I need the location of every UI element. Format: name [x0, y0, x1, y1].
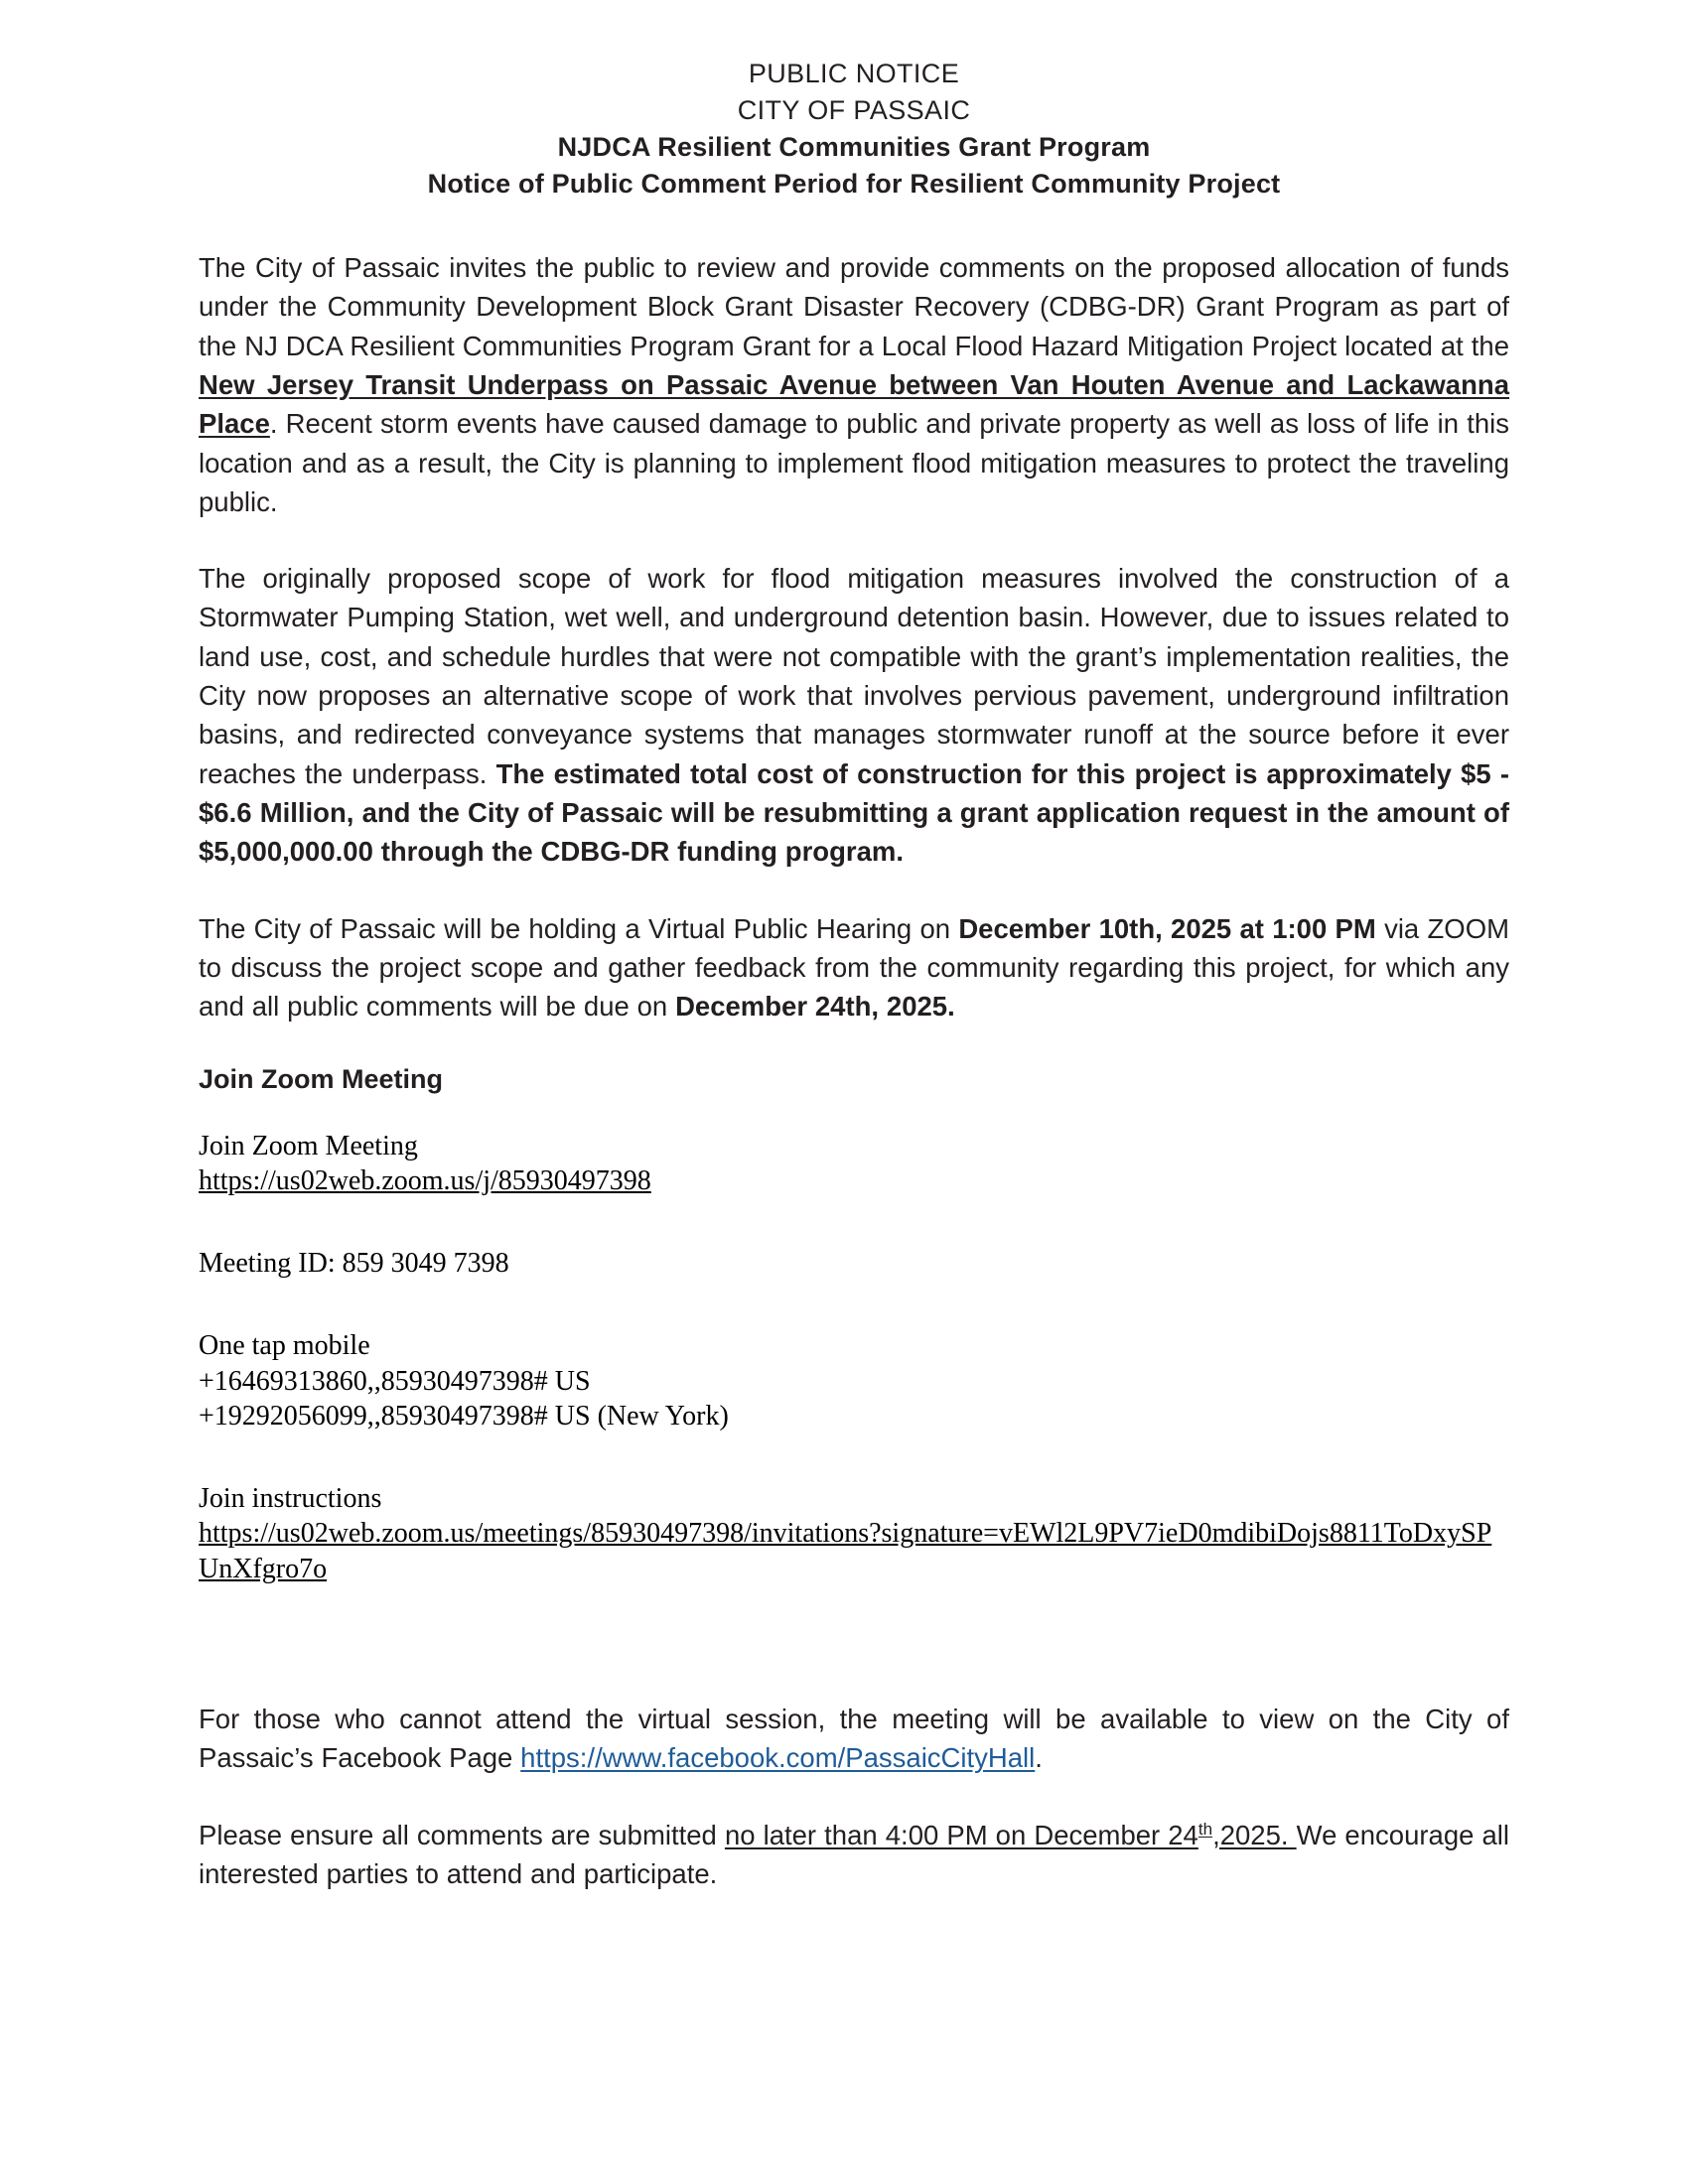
paragraph5-text-tail: We encourage all interested parties to attend and participate. — [199, 1819, 1509, 1889]
final-deadline-underline-b: ,2025. — [1212, 1819, 1297, 1850]
final-deadline-underline-a: no later than 4:00 PM on December 24 — [724, 1819, 1198, 1850]
zoom-join-details — [199, 1129, 1509, 1199]
paragraph-comment-deadline — [199, 1816, 1509, 1894]
header-line-subtitle: Notice of Public Comment Period for Resilient Community Project — [427, 168, 1281, 199]
paragraph-invitation — [199, 248, 1509, 521]
paragraph4-text-tail: . — [1035, 1742, 1043, 1774]
join-zoom-meeting-heading: Join Zoom Meeting — [199, 1063, 443, 1094]
header-line-city: CITY OF PASSAIC — [737, 94, 971, 125]
paragraph3-text-mid: via ZOOM to discuss the project scope and gather feedback from the community regarding this project, for which any and all public comments will be due on — [199, 912, 1509, 1023]
spacer-after-meeting-id — [199, 1302, 1509, 1328]
one-tap-mobile-label: One tap mobile — [199, 1330, 370, 1362]
zoom-join-label: Join Zoom Meeting — [199, 1130, 418, 1161]
spacer-before-facebook-paragraph — [199, 1608, 1509, 1700]
paragraph5-text-lead: Please ensure all comments are submitted — [199, 1819, 725, 1850]
join-instructions-label: Join instructions — [199, 1483, 382, 1515]
zoom-join-instructions — [199, 1481, 1509, 1586]
hearing-date-emphasis: December 10th, 2025 at 1:00 PM — [958, 912, 1376, 944]
paragraph1-text-tail: . Recent storm events have caused damage to public and private property as well as loss of life in this location and as a result, the City is planning to implement flood mitigation measures to protect the traveling public. — [199, 408, 1509, 517]
paragraph2-text-lead: The originally proposed scope of work for flood mitigation measures involved the construction of a Stormwater Pumping Station, wet well, and underground detention basin. However, due to issues related to land use, cost, and schedule hurdles that were not compatible with the grant’s implementation realities, the City now proposes an alternative scope of work that involves pervious pavement, underground infiltration basins, and redirected conveyance systems that manages stormwater runoff at the source before it ever reaches the underpass. — [199, 563, 1509, 789]
comment-deadline-emphasis: December 24th, 2025. — [675, 991, 955, 1023]
ordinal-suffix-superscript: th — [1197, 1819, 1213, 1839]
project-cost-emphasis: The estimated total cost of construction for this project is approximately $5 - $6.6 Million, and the City of Passaic will be resubmitting a grant application request in the amount of $5,000,000.00 through the CDBG-DR funding program. — [199, 757, 1509, 868]
spacer-after-one-tap — [199, 1455, 1509, 1481]
zoom-one-tap-mobile — [199, 1328, 1509, 1433]
header-line-public-notice: PUBLIC NOTICE — [748, 59, 960, 88]
paragraph1-text-lead: The City of Passaic invites the public to review and provide comments on the proposed allocation of funds under the Community Development Block Grant Disaster Recovery (CDBG-DR) Grant Program as part of the NJ DCA Resilient Communities Program Grant for a Local Flood Hazard Mitigation Project located at the — [199, 251, 1509, 361]
one-tap-number-us: +16469313860,,85930497398# US — [199, 1365, 591, 1397]
one-tap-number-newyork: +19292056099,,85930497398# US (New York) — [199, 1400, 729, 1432]
join-instructions-link[interactable]: https://us02web.zoom.us/meetings/85930497398/invitations?signature=vEWl2L9PV7ieD0mdibiDojs8811ToDxySPUnXfgro7o — [199, 1518, 1492, 1584]
zoom-meeting-id-text: Meeting ID: 859 3049 7398 — [199, 1248, 509, 1280]
project-location-emphasis: New Jersey Transit Underpass on Passaic Avenue between Van Houten Avenue and Lackawanna Place — [199, 368, 1509, 440]
zoom-meeting-id — [199, 1246, 1509, 1281]
paragraph-public-hearing — [199, 909, 1509, 1026]
header-line-program: NJDCA Resilient Communities Grant Program — [557, 131, 1151, 162]
paragraph-facebook-viewing — [199, 1700, 1509, 1778]
paragraph-scope-of-work — [199, 559, 1509, 872]
paragraph4-text-lead: For those who cannot attend the virtual session, the meeting will be available to view on the City of Passaic’s Facebook Page — [199, 1703, 1509, 1774]
facebook-page-link[interactable]: https://www.facebook.com/PassaicCityHall — [520, 1742, 1036, 1774]
spacer-after-join-link — [199, 1220, 1509, 1246]
paragraph3-text-lead: The City of Passaic will be holding a Virtual Public Hearing on — [199, 912, 959, 944]
document-header — [199, 56, 1509, 203]
zoom-join-link[interactable]: https://us02web.zoom.us/j/85930497398 — [199, 1164, 651, 1196]
